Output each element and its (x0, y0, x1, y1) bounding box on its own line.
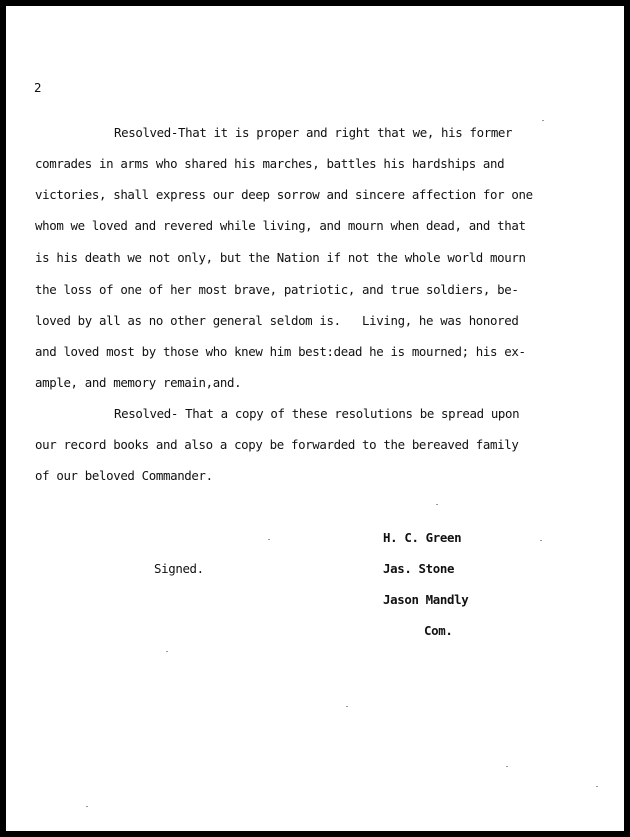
scan-speck (436, 504, 438, 505)
scan-speck (86, 806, 88, 807)
scan-speck (166, 651, 168, 652)
paragraph-1-line-2: comrades in arms who shared his marches, battles his hardships and (35, 156, 505, 171)
signed-label: Signed. (154, 561, 204, 576)
paragraph-1-line-8: and loved most by those who knew him best:dead he is mourned; his ex- (35, 344, 526, 359)
scan-speck (596, 786, 598, 787)
signatory-mandly: Jason Mandly (383, 592, 469, 607)
scan-speck (540, 540, 542, 541)
scan-speck (268, 539, 270, 540)
paragraph-1-line-5: is his death we not only, but the Nation if not the whole world mourn (35, 250, 526, 265)
page-number: 2 (34, 80, 42, 95)
committee-label: Com. (424, 623, 453, 638)
scan-speck (346, 706, 348, 707)
document-page (6, 6, 624, 831)
paragraph-2-line-3: of our beloved Commander. (35, 468, 213, 483)
paragraph-1-line-7: loved by all as no other general seldom is. Living, he was honored (35, 313, 519, 328)
paragraph-1-line-4: whom we loved and revered while living, and mourn when dead, and that (35, 218, 526, 233)
paragraph-2-line-1: Resolved- That a copy of these resolutions be spread upon (114, 406, 520, 421)
paragraph-1-line-3: victories, shall express our deep sorrow and sincere affection for one (35, 187, 533, 202)
signatory-stone: Jas. Stone (383, 561, 455, 576)
paragraph-1-line-1: Resolved-That it is proper and right that we, his former (114, 125, 513, 140)
paragraph-1-line-9: ample, and memory remain,and. (35, 375, 242, 390)
scan-speck (506, 766, 508, 767)
signatory-green: H. C. Green (383, 530, 462, 545)
paragraph-2-line-2: our record books and also a copy be forwarded to the bereaved family (35, 437, 519, 452)
scan-speck (542, 120, 544, 121)
paragraph-1-line-6: the loss of one of her most brave, patriotic, and true soldiers, be- (35, 282, 519, 297)
